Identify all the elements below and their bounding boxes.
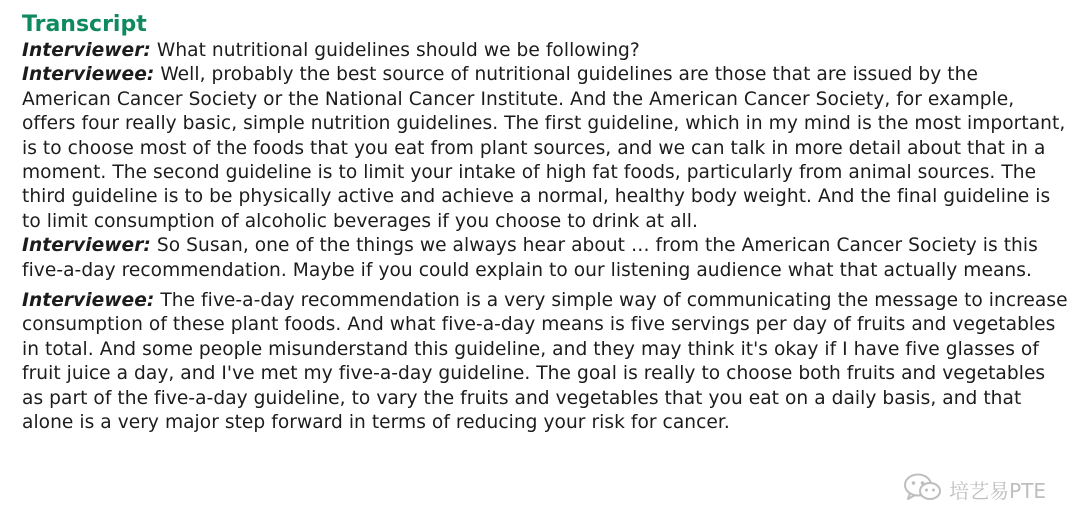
turn-text: So Susan, one of the things we always hear about … from the American Cancer Society is this five-a-day recommendation. Maybe if you could explain to our listening audience what that actually means. <box>22 235 1038 281</box>
transcript-document <box>22 12 1072 436</box>
transcript-turn <box>22 63 1072 234</box>
transcript-turn <box>22 289 1072 435</box>
turn-text: What nutritional guidelines should we be following? <box>150 40 640 61</box>
turn-text: Well, probably the best source of nutritional guidelines are those that are issued by the American Cancer Society or the National Cancer Institute. And the American Cancer Society, for example, offers four really basic, simple nutrition guidelines. The first guideline, which in my mind is the most important, is to choose most of the foods that you eat from plant sources, and we can talk in more detail about that in a moment. The second guideline is to limit your intake of high fat foods, particularly from animal sources. The third guideline is to be physically active and achieve a normal, healthy body weight. And the final guideline is to limit consumption of alcoholic beverages if you choose to drink at all. <box>22 64 1066 232</box>
speaker-label: Interviewee: <box>22 64 155 86</box>
speaker-label: Interviewee: <box>22 290 155 312</box>
watermark-text: 培艺易PTE <box>949 478 1046 503</box>
wechat-icon <box>903 472 943 506</box>
speaker-label: Interviewer: <box>22 40 151 61</box>
transcript-turn <box>22 234 1072 283</box>
transcript-turn <box>22 39 1072 63</box>
watermark <box>903 472 1046 506</box>
speaker-label: Interviewer: <box>22 235 151 257</box>
turn-text: The five-a-day recommendation is a very simple way of communicating the message to increase consumption of these plant foods. And what five-a-day means is five servings per day of fruits and vegetables in total. And some people misunderstand this guideline, and they may think it's okay if I have five glasses of fruit juice a day, and I've met my five-a-day guideline. The goal is really to choose both fruits and vegetables as part of the five-a-day guideline, to vary the fruits and vegetables that you eat on a daily basis, and that alone is a very major step forward in terms of reducing your risk for cancer. <box>22 290 1068 434</box>
transcript-title: Transcript <box>22 12 147 37</box>
